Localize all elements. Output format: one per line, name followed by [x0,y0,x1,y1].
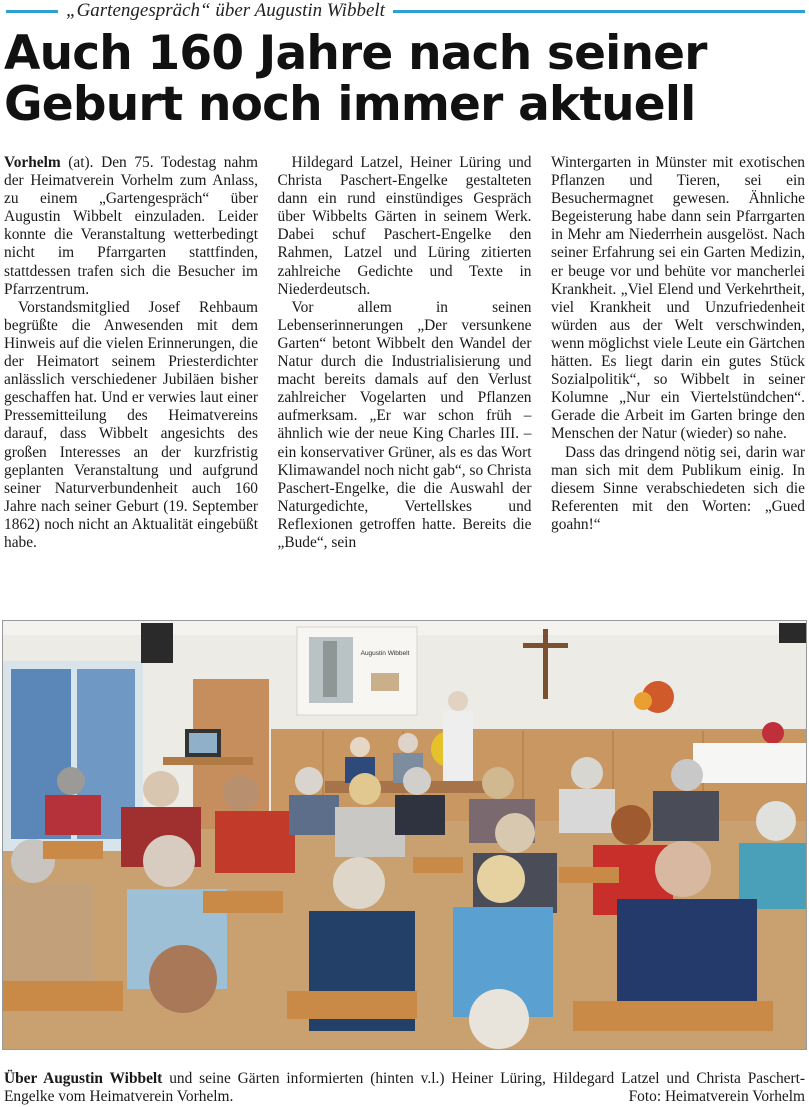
article-column-2 [278,154,532,594]
caption-lead: Über Augustin Wibbelt [4,1070,163,1087]
kicker-rule-left [6,10,58,13]
photo-illustration [3,621,806,1049]
caption-text: und seine Gärten informierten (hinten v.l.) Heiner Lüring, Hildegard Latzel und Christa Paschert-Engelke vom Heimatverein Vorhelm. [4,1070,805,1105]
paragraph: Vor allem in seinen Lebenserinnerungen „Der versunkene Garten“ betont Wibbelt den Wandel der Natur durch die Industrialisierung und macht bereits damals auf den Verlust zahlreicher Vogelarten und Pflanzen aufmerksam. „Er war schon früh – ähnlich wie der neue King Charles III. – ein konservativer Grüner, als es das Wort Klimawandel noch nicht gab“, so Christa Paschert-Engelke, die die Auswahl der Naturgedichte, Vertellskes und Reflexionen getroffen hatte. Bereits die „Bude“, sein [277,298,532,551]
paragraph: Hildegard Latzel, Heiner Lüring und Christa Paschert-Engelke gestalteten dann ein rund einstündiges Gespräch über Wibbelts Gärten in seinem Werk. Dabei schuf Paschert-Engelke den Rahmen, Latzel und Lüring zitierten zahlreiche Gedichte und Texte in Niederdeutsch. [277,154,532,298]
projector-cart [163,757,253,765]
paragraph: Vorstandsmitglied Josef Rehbaum begrüßte die Anwesenden mit dem Hinweis auf die vielen Erinnerungen, die der Heimatort seinem Priesterdichter anlässlich verschiedener Jubiläen bisher geschaffen hat. Und er verwies laut einer Pressemitteilung des Heimatvereins darauf, dass Wibbelt angesichts des großen Interesses an der kurzfristig geplanten Veranstaltung und aufgrund seiner Naturverbundenheit auch 160 Jahre nach seiner Geburt (19. September 1862) noch nicht an Aktualität eingebüßt habe. [4,298,258,551]
laptop-screen [189,733,217,753]
photo-caption [4,1070,805,1105]
paragraph: Wintergarten in Münster mit exotischen Pflanzen und Tieren, sei ein Besuchermagnet gewesen. Ähnliche Begeisterung habe dann sein Pfarrgarten in Mehr am Niederrhein ausgelöst. Nach seiner Erfahrung sei ein Garten Medizin, er beuge vor und behüte vor mancherlei Krankheit. „Viel Elend und Verkehrtheit, viel Krankheit und Unzufriedenheit würden aus der Welt verschwinden, wenn möglichst viele Leute ein Gärtchen hätten. Es liegt darin ein gutes Stück Sozialpolitik“, so Wibbelt in seiner Kolumne „Nur ein Viertelstündchen“. Gerade die Arbeit im Garten bringe den Menschen der Natur (wieder) so nahe. [551,154,805,443]
article-body [4,154,805,594]
speaker-icon [141,623,173,663]
slide-statue [323,641,337,697]
cross-beam [523,643,568,648]
cross-icon [543,629,548,699]
speaker-person [443,711,473,781]
dateline: Vorhelm [4,154,61,171]
paragraph [4,154,258,299]
slide-image [371,673,399,691]
speaker-icon [779,623,806,643]
paragraph: Dass das dringend nötig sei, darin war man sich mit dem Publikum einig. In diesem Sinne verabschiedeten sich die Referenten mit den Worten: „Gued goahn!“ [551,443,805,533]
speaker-person [350,737,370,757]
paragraph-text: (at). Den 75. Todestag nahm der Heimatverein Vorhelm zum Anlass, zu einem „Gartengespräch“ über Augustin Wibbelt einzuladen. Leider konnte die Veranstaltung wetterbedingt nicht im Pfarrgarten stattfinden, stattdessen trafen sich die Besucher im Pfarrzentrum. [4,154,258,298]
slide-title: Augustin Wibbelt [360,650,410,657]
event-photo [2,620,807,1050]
speaker-person [398,733,418,753]
side-table [693,743,806,783]
kicker-row [0,0,809,22]
speaker-person [448,691,468,711]
headline: Auch 160 Jahre nach seiner Geburt noch immer aktuell [4,26,707,132]
kicker: „Gartengespräch“ über Augustin Wibbelt [66,0,385,21]
flower-bouquet [762,722,784,744]
article-column-1 [4,154,258,594]
article-column-3 [551,154,805,594]
kicker-rule-right [393,10,805,13]
flower-bouquet [634,692,652,710]
photo-credit: Foto: Heimatverein Vorhelm [628,1087,805,1105]
